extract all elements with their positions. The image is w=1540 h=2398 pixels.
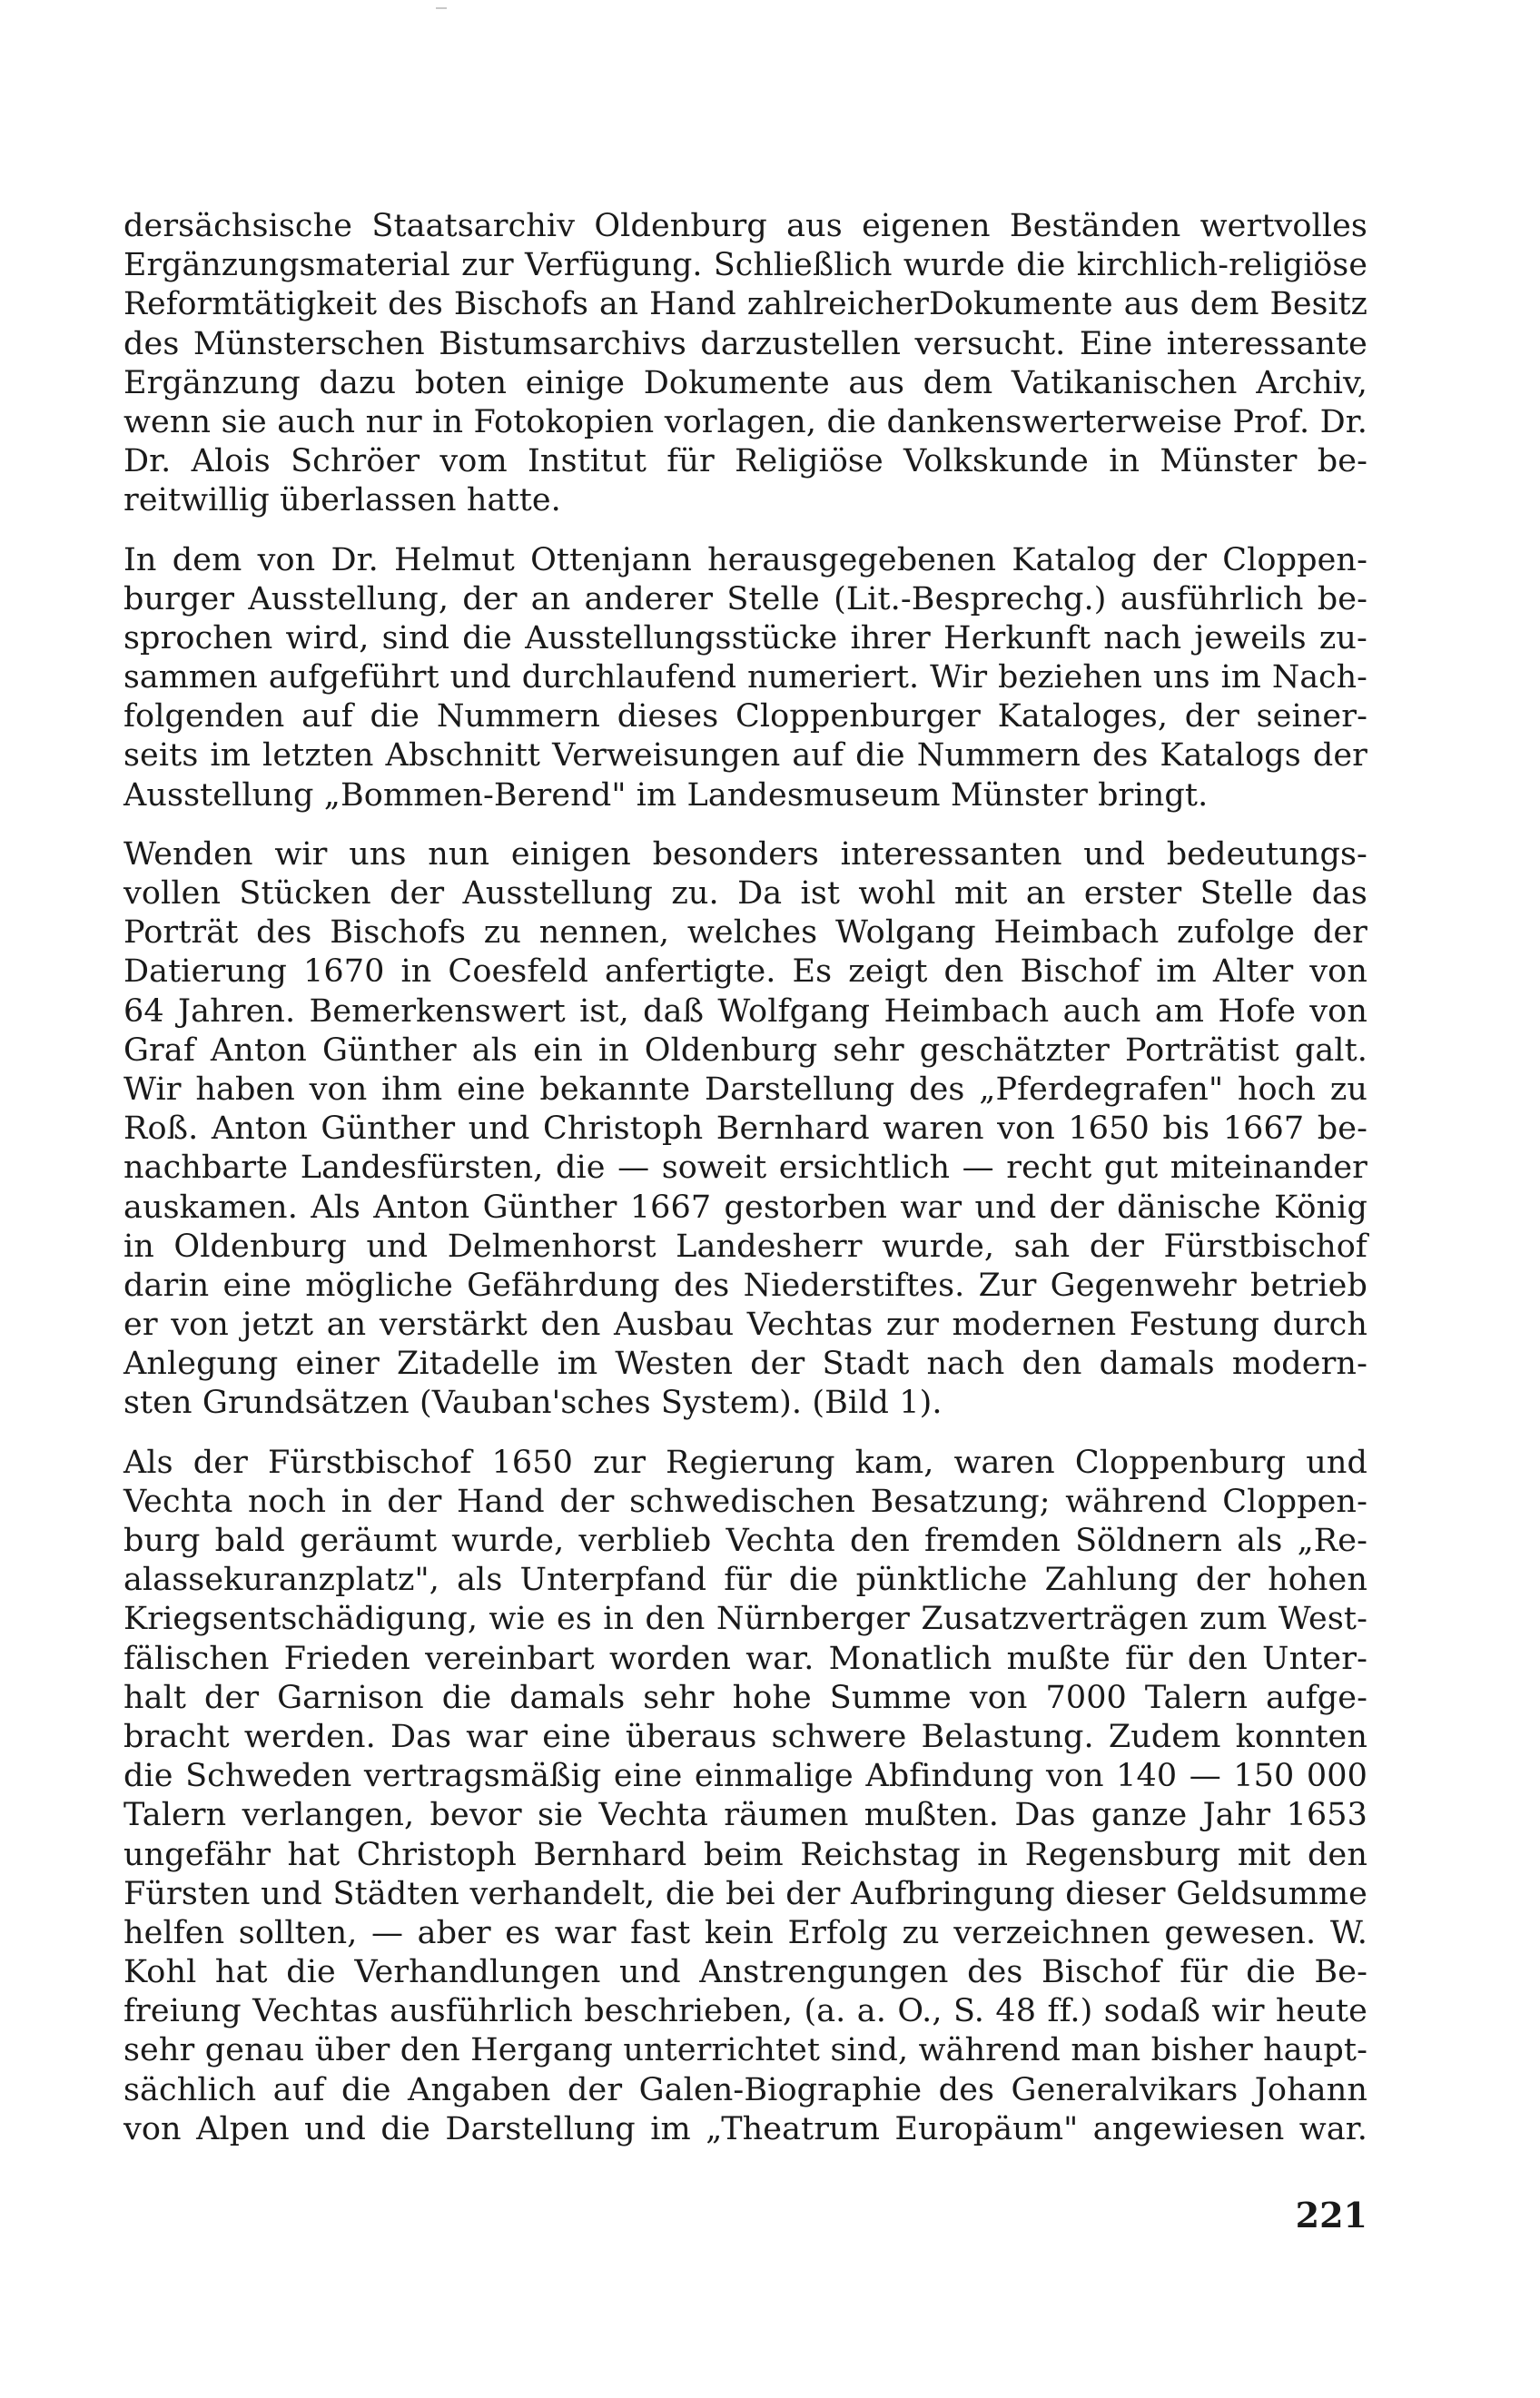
text-line: sammen aufgeführt und durchlaufend numeriert. Wir beziehen uns im Nach- xyxy=(123,659,1367,696)
text-line: sten Grundsätzen (Vauban'sches System). (Bild 1). xyxy=(123,1385,943,1422)
text-line: darin eine mögliche Gefährdung des Niederstiftes. Zur Gegenwehr betrieb xyxy=(123,1267,1367,1304)
text-line: reitwillig überlassen hatte. xyxy=(123,482,561,519)
text-line: Reformtätigkeit des Bischofs an Hand zahlreicherDokumente aus dem Besitz xyxy=(123,286,1367,323)
text-line: burg bald geräumt wurde, verblieb Vechta den fremden Söldnern als „Re- xyxy=(123,1523,1367,1559)
text-line: helfen sollten, — aber es war fast kein Erfolg zu verzeichnen gewesen. W. xyxy=(123,1914,1367,1951)
text-line: Kriegsentschädigung, wie es in den Nürnberger Zusatzverträgen zum West- xyxy=(123,1601,1367,1638)
text-line: Ausstellung „Bommen-Berend" im Landesmuseum Münster bringt. xyxy=(123,776,1209,814)
text-line: alassekuranzplatz", als Unterpfand für die pünktliche Zahlung der hohen xyxy=(123,1562,1367,1599)
text-line: des Münsterschen Bistumsarchivs darzustellen versucht. Eine interessante xyxy=(123,325,1367,362)
text-line: Ergänzungsmaterial zur Verfügung. Schließlich wurde die kirchlich-religiöse xyxy=(123,247,1367,284)
text-line: Wir haben von ihm eine bekannte Darstellung des „Pferdegrafen" hoch zu xyxy=(123,1071,1367,1108)
text-line: halt der Garnison die damals sehr hohe Summe von 7000 Talern aufge- xyxy=(123,1679,1367,1716)
text-line: wenn sie auch nur in Fotokopien vorlagen, die dankenswerterweise Prof. Dr. xyxy=(123,403,1367,440)
text-line: freiung Vechtas ausführlich beschrieben, (a. a. O., S. 48 ff.) sodaß wir heute xyxy=(123,1993,1367,2030)
text-line: dersächsische Staatsarchiv Oldenburg aus eigenen Beständen wertvolles xyxy=(123,208,1367,244)
text-line: Kohl hat die Verhandlungen und Anstrengungen des Bischof für die Be- xyxy=(123,1954,1367,1991)
text-line: sprochen wird, sind die Ausstellungsstücke ihrer Herkunft nach jeweils zu- xyxy=(123,619,1367,656)
text-line: nachbarte Landesfürsten, die — soweit ersichtlich — recht gut miteinander xyxy=(123,1150,1367,1187)
text-line: folgenden auf die Nummern dieses Cloppenburger Kataloges, der seiner- xyxy=(123,698,1367,735)
text-line: die Schweden vertragsmäßig eine einmalige Abfindung von 140 — 150 000 xyxy=(123,1758,1367,1795)
text-line: fälischen Frieden vereinbart worden war. Monatlich mußte für den Unter- xyxy=(123,1640,1367,1677)
text-line: 64 Jahren. Bemerkenswert ist, daß Wolfgang Heimbach auch am Hofe von xyxy=(123,992,1367,1030)
text-line: Porträt des Bischofs zu nennen, welches Wolgang Heimbach zufolge der xyxy=(123,914,1367,952)
text-line: Ergänzung dazu boten einige Dokumente aus dem Vatikanischen Archiv, xyxy=(123,364,1367,401)
text-line: Anlegung einer Zitadelle im Westen der Stadt nach den damals modern- xyxy=(123,1346,1367,1383)
text-line: Vechta noch in der Hand der schwedischen Besatzung; während Cloppen- xyxy=(123,1483,1367,1520)
text-line: sächlich auf die Angaben der Galen-Biographie des Generalvikars Johann xyxy=(123,2071,1367,2108)
paragraph xyxy=(123,541,1367,815)
paragraph xyxy=(123,207,1367,521)
text-line: Datierung 1670 in Coesfeld anfertigte. Es zeigt den Bischof im Alter von xyxy=(123,953,1367,991)
text-line: bracht werden. Das war eine überaus schwere Belastung. Zudem konnten xyxy=(123,1718,1367,1755)
text-line: von Alpen und die Darstellung im „Theatrum Europäum" angewiesen war. xyxy=(123,2110,1367,2147)
text-line: Dr. Alois Schröer vom Institut für Religiöse Volkskunde in Münster be- xyxy=(123,443,1367,480)
text-line: Als der Fürstbischof 1650 zur Regierung kam, waren Cloppenburg und xyxy=(123,1444,1367,1481)
page-number: 221 xyxy=(1295,2195,1367,2235)
text-line: vollen Stücken der Ausstellung zu. Da ist wohl mit an erster Stelle das xyxy=(123,875,1367,912)
text-line: Roß. Anton Günther und Christoph Bernhard waren von 1650 bis 1667 be- xyxy=(123,1110,1367,1148)
text-line: seits im letzten Abschnitt Verweisungen auf die Nummern des Katalogs der xyxy=(123,737,1367,775)
text-line: auskamen. Als Anton Günther 1667 gestorben war und der dänische König xyxy=(123,1189,1367,1226)
text-line: Talern verlangen, bevor sie Vechta räumen mußten. Das ganze Jahr 1653 xyxy=(123,1797,1367,1834)
paragraph xyxy=(123,1444,1367,2149)
text-line: er von jetzt an verstärkt den Ausbau Vechtas zur modernen Festung durch xyxy=(123,1307,1367,1344)
scan-mark xyxy=(436,7,447,9)
text-line: Fürsten und Städten verhandelt, die bei der Aufbringung dieser Geldsumme xyxy=(123,1875,1367,1912)
text-line: Graf Anton Günther als ein in Oldenburg sehr geschätzter Porträtist galt. xyxy=(123,1031,1367,1069)
text-line: burger Ausstellung, der an anderer Stelle (Lit.-Besprechg.) ausführlich be- xyxy=(123,580,1367,617)
paragraph xyxy=(123,835,1367,1424)
text-line: sehr genau über den Hergang unterrichtet sind, während man bisher haupt- xyxy=(123,2032,1367,2069)
text-line: Wenden wir uns nun einigen besonders interessanten und bedeutungs- xyxy=(123,835,1367,873)
text-line: In dem von Dr. Helmut Ottenjann herausgegebenen Katalog der Cloppen- xyxy=(123,541,1367,578)
text-line: ungefähr hat Christoph Bernhard beim Reichstag in Regensburg mit den xyxy=(123,1836,1367,1873)
text-line: in Oldenburg und Delmenhorst Landesherr wurde, sah der Fürstbischof xyxy=(123,1228,1367,1265)
body-text xyxy=(123,207,1367,2169)
